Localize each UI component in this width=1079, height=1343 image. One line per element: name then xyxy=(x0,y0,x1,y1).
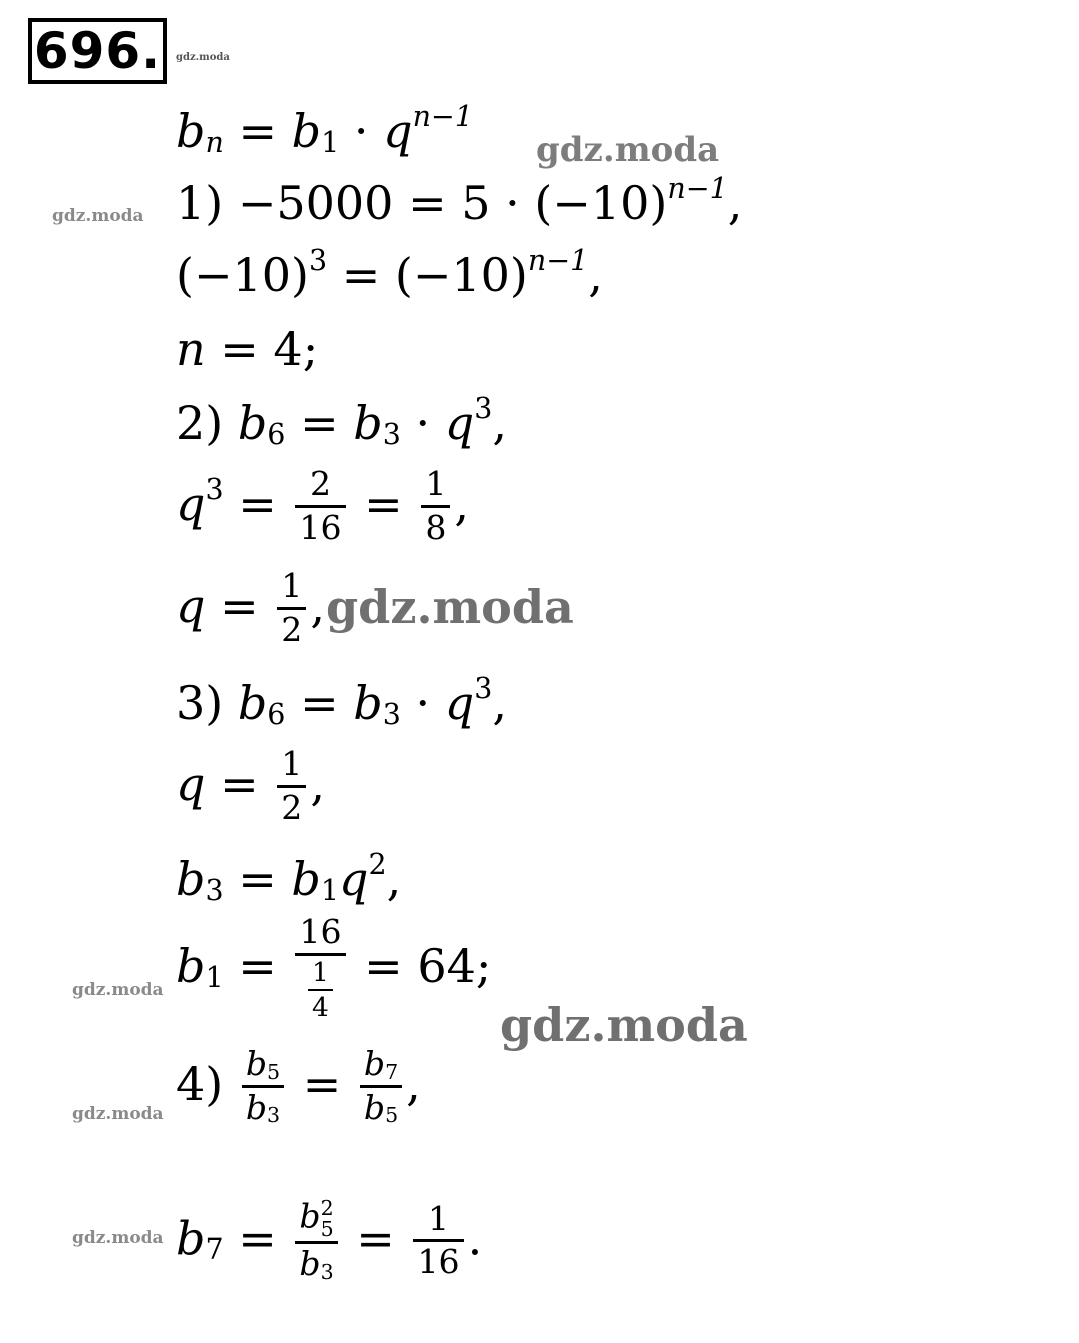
fraction: $\frac{1}{16}$ xyxy=(413,1201,463,1281)
fraction: $\frac{b5}{b3}$ xyxy=(242,1046,284,1126)
problem-number-box xyxy=(28,18,167,84)
watermark-logo: gdz.moda xyxy=(72,1228,164,1248)
problem-number: 696. xyxy=(33,22,162,80)
watermark-logo: gdz.moda xyxy=(72,980,164,1000)
fraction: $\frac{16}{\frac{1}{4}}$ xyxy=(295,914,345,1022)
fraction: $\frac{b7}{b5}$ xyxy=(360,1046,402,1126)
watermark-logo: gdz.moda xyxy=(176,52,230,63)
fraction: $\frac{1}{2}$ xyxy=(277,746,306,826)
step-3-b3-formula: $b3 = b1q^2$, xyxy=(176,847,402,908)
step-3-formula: 3) $b6 = b3 \cdot q^3$, xyxy=(176,671,507,732)
step-2-answer: q = $\frac{1}{2}$ , xyxy=(176,566,325,649)
step-1-powers: $(-10)^3 = (-10)^{n-1}$, xyxy=(176,243,603,302)
fraction: $\frac{2}{16}$ xyxy=(295,466,345,546)
step-3-q: q = $\frac{1}{2}$ , xyxy=(176,744,325,827)
step-4-ratio: 4) $\frac{b5}{b3}$ = $\frac{b7}{b5}$ , xyxy=(176,1044,421,1128)
step-1-answer: n = 4; xyxy=(176,322,319,376)
fraction: $\frac{1}{8}$ xyxy=(421,466,450,546)
fraction: $\frac{1}{4}$ xyxy=(308,958,333,1022)
step-2-q-cubed: $q^3$ = $\frac{2}{16}$ = $\frac{1}{8}$ , xyxy=(176,464,470,547)
step-4-answer: b7 = b 2 5 b3 = $\frac{1}{16}$ . xyxy=(176,1196,483,1285)
watermark-logo: gdz.moda xyxy=(500,998,748,1052)
watermark-logo: gdz.moda xyxy=(326,580,574,634)
formula-general-term: bn = $b1 \cdot q^{n-1}$ xyxy=(176,99,473,160)
watermark-logo: gdz.moda xyxy=(536,130,720,170)
watermark-logo: gdz.moda xyxy=(72,1104,164,1124)
fraction: b 2 5 b3 xyxy=(295,1198,337,1283)
step-1-equation: $1) -5000 = 5 \cdot (-10)^{n-1}$, xyxy=(176,171,743,230)
step-3-answer: b1 = $\frac{16}{\frac{1}{4}}$ = 64; xyxy=(176,912,492,1023)
fraction: $\frac{1}{2}$ xyxy=(277,568,306,648)
step-2-formula: 2) $b6 = b3 \cdot q^3$, xyxy=(176,391,507,452)
watermark-logo: gdz.moda xyxy=(52,206,144,226)
